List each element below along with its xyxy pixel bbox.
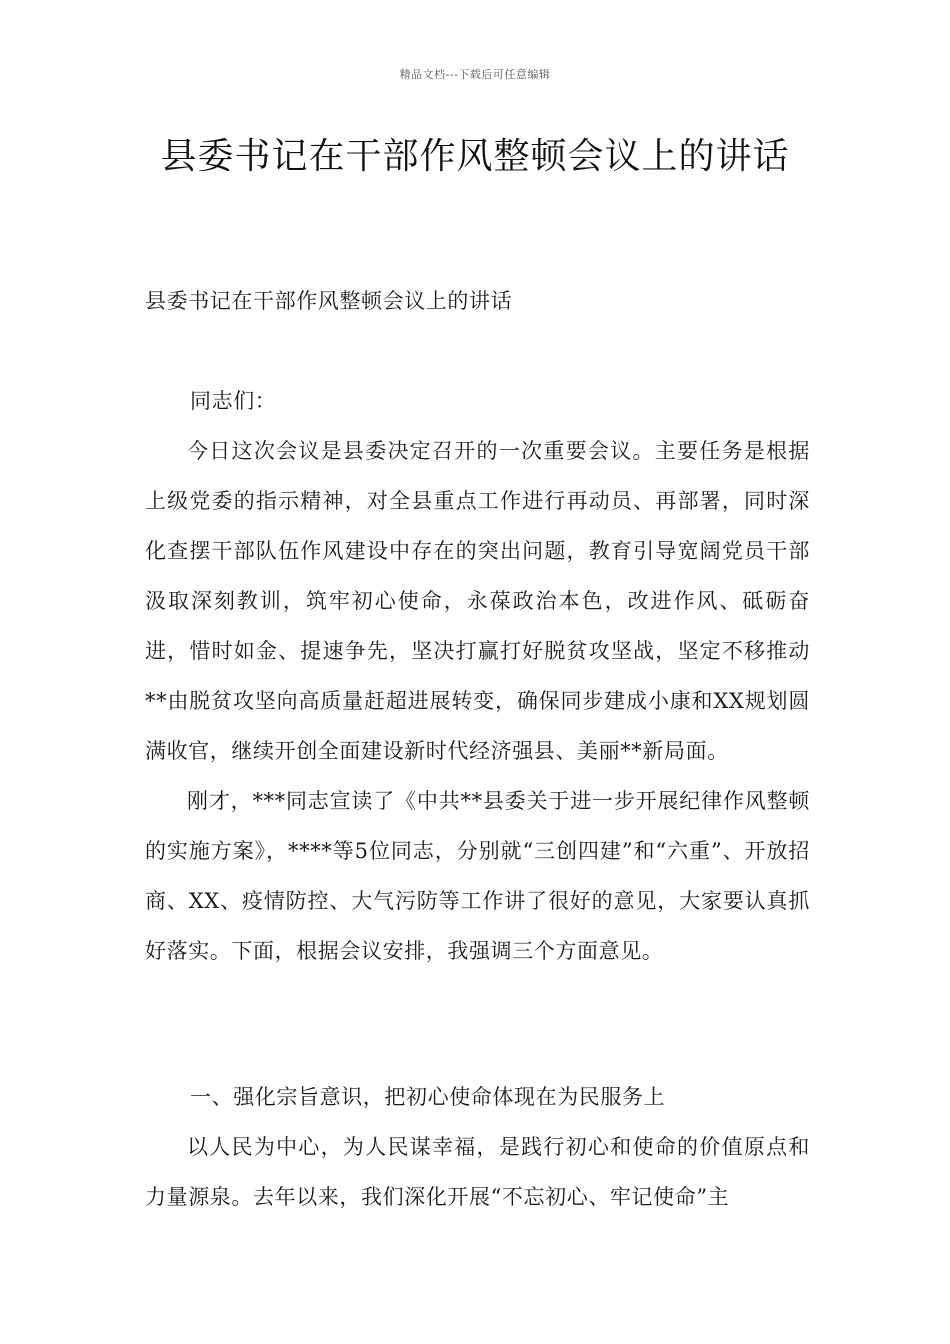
section-paragraph: 以人民为中心，为人民谋幸福，是践行初心和使命的价值原点和力量源泉。去年以来，我们深化开展“不忘初心、牢记使命”主 — [145, 1135, 810, 1209]
document-title: 县委书记在干部作风整顿会议上的讲话 — [160, 136, 790, 177]
section-heading: 一、强化宗旨意识，把初心使命体现在为民服务上 — [190, 1085, 666, 1109]
document-subtitle: 县委书记在干部作风整顿会议上的讲话 — [145, 289, 513, 313]
body-paragraph: 刚才，***同志宣读了《中共**县委关于进一步开展纪律作风整顿的实施方案》，****等5位同志，分别就“三创四建”和“六重”、开放招商、XX、疫情防控、大气污防等工作讲了很好的意见，大家要认真抓好落实。下面，根据会议安排，我强调三个方面意见。 — [145, 789, 810, 963]
section-paragraphs — [145, 1122, 810, 1222]
salutation: 同志们： — [190, 389, 277, 413]
body-paragraph: 今日这次会议是县委决定召开的一次重要会议。主要任务是根据上级党委的指示精神，对全县重点工作进行再动员、再部署，同时深化查摆干部队伍作风建设中存在的突出问题，教育引导宽阔党员干部汲取深刻教训，筑牢初心使命，永葆政治本色，改进作风、砥砺奋进，惜时如金、提速争先，坚决打赢打好脱贫攻坚战，坚定不移推动**由脱贫攻坚向高质量赶超进展转变，确保同步建成小康和XX规划圆满收官，继续开创全面建设新时代经济强县、美丽**新局面。 — [145, 439, 810, 763]
body-paragraphs — [145, 426, 810, 976]
page-header-note: 精品文档---下载后可任意编辑 — [399, 68, 551, 81]
